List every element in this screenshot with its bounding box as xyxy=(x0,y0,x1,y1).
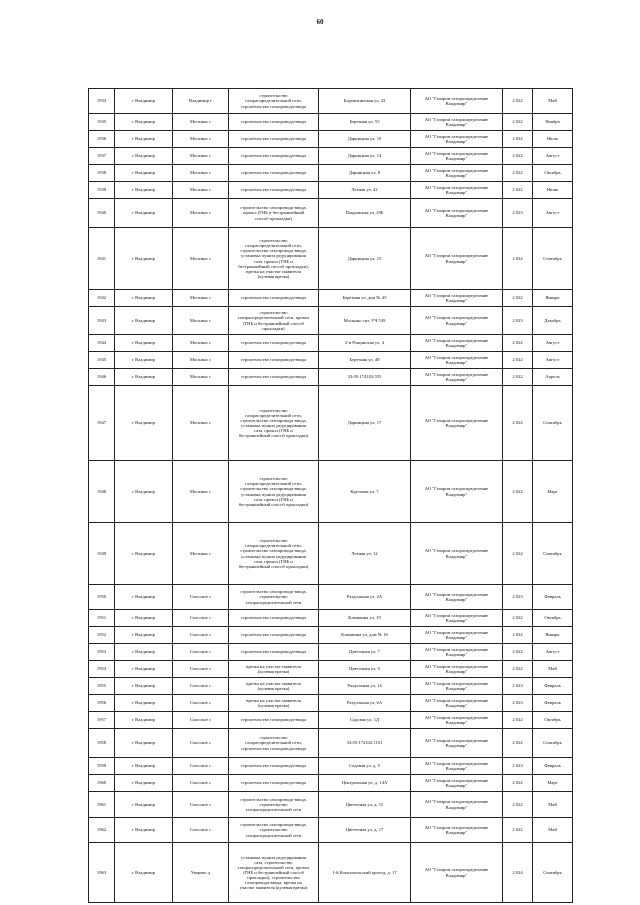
month-cell: Февраль xyxy=(533,695,573,712)
settlement-cell: Спасское с xyxy=(173,627,229,644)
row-number-cell: 1952 xyxy=(89,627,115,644)
city-cell: г Владимир xyxy=(115,678,173,695)
table-row xyxy=(89,775,573,792)
city-cell: г Владимир xyxy=(115,729,173,758)
work-type-cell: строительство газопровода-ввода xyxy=(229,775,319,792)
year-cell: 2 022 xyxy=(503,165,533,182)
year-cell: 2 024 xyxy=(503,523,533,585)
address-cell: 2-я Рощинская ул, 4 xyxy=(319,335,411,352)
work-type-cell: строительство газопровода-ввода xyxy=(229,290,319,307)
address-cell: Раздольная ул, 6А xyxy=(319,695,411,712)
year-cell: 2 024 xyxy=(503,843,533,903)
organization-cell: АО "Газпром газораспределение Владимир" xyxy=(411,758,503,775)
settlement-cell: Москино с xyxy=(173,523,229,585)
settlement-cell: Москино с xyxy=(173,386,229,461)
organization-cell: АО "Газпром газораспределение Владимир" xyxy=(411,369,503,386)
settlement-cell: Спасское с xyxy=(173,818,229,843)
table-row xyxy=(89,182,573,199)
address-cell: Летняя ул, 42 xyxy=(319,182,411,199)
city-cell: г Владимир xyxy=(115,695,173,712)
address-cell: Центральная ул, д. 14А xyxy=(319,775,411,792)
organization-cell: АО "Газпром газораспределение Владимир" xyxy=(411,729,503,758)
organization-cell: АО "Газпром газораспределение Владимир" xyxy=(411,228,503,290)
row-number-cell: 1959 xyxy=(89,758,115,775)
table-row xyxy=(89,307,573,335)
table-row xyxy=(89,523,573,585)
row-number-cell: 1954 xyxy=(89,661,115,678)
month-cell: Май xyxy=(533,661,573,678)
address-cell: Березняя ул, 55 xyxy=(319,114,411,131)
address-cell: Клюквина ул, дом № 16 xyxy=(319,627,411,644)
city-cell: г Владимир xyxy=(115,307,173,335)
month-cell: Февраль xyxy=(533,585,573,610)
organization-cell: АО "Газпром газораспределение Владимир" xyxy=(411,627,503,644)
organization-cell: АО "Газпром газораспределение Владимир" xyxy=(411,775,503,792)
month-cell: Май xyxy=(533,89,573,114)
table-row xyxy=(89,290,573,307)
city-cell: г Владимир xyxy=(115,610,173,627)
address-cell: Раздольная ул, 14 xyxy=(319,678,411,695)
month-cell: Август xyxy=(533,199,573,228)
city-cell: г Владимир xyxy=(115,792,173,818)
row-number-cell: 1943 xyxy=(89,307,115,335)
month-cell: Март xyxy=(533,775,573,792)
year-cell: 2 023 xyxy=(503,695,533,712)
address-cell: Боровитинская ул, 32 xyxy=(319,89,411,114)
work-type-cell: строительство газораспределительной сети, прокол (ГНБ и бестраншейный способ прокладки) xyxy=(229,307,319,335)
settlement-cell: Москино с xyxy=(173,199,229,228)
organization-cell: АО "Газпром газораспределение Владимир" xyxy=(411,792,503,818)
table-row xyxy=(89,678,573,695)
table-row xyxy=(89,585,573,610)
row-number-cell: 1958 xyxy=(89,729,115,758)
settlement-cell: Москино с xyxy=(173,148,229,165)
year-cell: 2 022 xyxy=(503,818,533,843)
month-cell: Январь xyxy=(533,290,573,307)
month-cell: Февраль xyxy=(533,758,573,775)
address-cell: Клюквина ул, 19 xyxy=(319,610,411,627)
work-type-cell: строительство газораспределительной сети, строительство газопровода-ввода, установка пункта редуцирования газа, прокол (ГНБ и бестраншейный способ прокладки), врезка на участке заявителя (кулевая врезка) xyxy=(229,228,319,290)
month-cell: Январь xyxy=(533,627,573,644)
table-row xyxy=(89,148,573,165)
row-number-cell: 1942 xyxy=(89,290,115,307)
row-number-cell: 1947 xyxy=(89,386,115,461)
table-row xyxy=(89,627,573,644)
settlement-cell: Уварово д xyxy=(173,843,229,903)
year-cell: 2 022 xyxy=(503,114,533,131)
address-cell: Раздольная ул, 4А xyxy=(319,585,411,610)
settlement-cell: Москино с xyxy=(173,307,229,335)
address-cell: Дарницкая ул, 10 xyxy=(319,131,411,148)
year-cell: 2 023 xyxy=(503,199,533,228)
row-number-cell: 1962 xyxy=(89,818,115,843)
month-cell: Июль xyxy=(533,131,573,148)
month-cell: Март xyxy=(533,461,573,523)
city-cell: г Владимир xyxy=(115,843,173,903)
city-cell: г Владимир xyxy=(115,461,173,523)
work-type-cell: врезка на участке заявителя (кулевая врезка) xyxy=(229,661,319,678)
row-number-cell: 1944 xyxy=(89,335,115,352)
city-cell: г Владимир xyxy=(115,335,173,352)
year-cell: 2 023 xyxy=(503,678,533,695)
address-cell: Цветочная ул, 9 xyxy=(319,661,411,678)
city-cell: г Владимир xyxy=(115,644,173,661)
month-cell: Август xyxy=(533,644,573,661)
work-type-cell: врезка на участке заявителя (кулевая врезка) xyxy=(229,695,319,712)
organization-cell: АО "Газпром газораспределение Владимир" xyxy=(411,585,503,610)
work-type-cell: строительство газораспределительной сети, строительство газопровода-ввода, установка пункта редуцирования газа, прокол (ГНБ и бестраншейный способ прокладки) xyxy=(229,386,319,461)
organization-cell: АО "Газпром газораспределение Владимир" xyxy=(411,182,503,199)
organization-cell: АО "Газпром газораспределение Владимир" xyxy=(411,335,503,352)
city-cell: г Владимир xyxy=(115,290,173,307)
organization-cell: АО "Газпром газораспределение Владимир" xyxy=(411,661,503,678)
work-type-cell: строительство газопровода-ввода xyxy=(229,644,319,661)
city-cell: г Владимир xyxy=(115,165,173,182)
organization-cell: АО "Газпром газораспределение Владимир" xyxy=(411,307,503,335)
table-row xyxy=(89,165,573,182)
work-type-cell: строительство газопровода-ввода xyxy=(229,114,319,131)
year-cell: 2 022 xyxy=(503,182,533,199)
work-type-cell: строительство газопровода-ввода xyxy=(229,182,319,199)
table-row xyxy=(89,843,573,903)
settlement-cell: Спасское с xyxy=(173,661,229,678)
city-cell: г Владимир xyxy=(115,131,173,148)
year-cell: 2 022 xyxy=(503,661,533,678)
organization-cell: АО "Газпром газораспределение Владимир" xyxy=(411,131,503,148)
address-cell: Цветочная ул, 7 xyxy=(319,644,411,661)
table-row xyxy=(89,644,573,661)
month-cell: Ноябрь xyxy=(533,114,573,131)
address-cell: Березняя ул, 48 xyxy=(319,352,411,369)
table-body xyxy=(89,89,573,903)
address-cell: Дарницкая ул, 14 xyxy=(319,148,411,165)
table-row xyxy=(89,386,573,461)
work-type-cell: строительство газораспределительной сети, строительство газопровода-ввода, установка пункта редуцирования газа, прокол (ГНБ и бестраншейный способ прокладки) xyxy=(229,523,319,585)
settlement-cell: Спасское с xyxy=(173,610,229,627)
table-row xyxy=(89,131,573,148)
month-cell: Октябрь xyxy=(533,610,573,627)
row-number-cell: 1938 xyxy=(89,165,115,182)
address-cell: 33:05:174102:555 xyxy=(319,369,411,386)
row-number-cell: 1955 xyxy=(89,678,115,695)
month-cell: Сентябрь xyxy=(533,386,573,461)
work-type-cell: строительство газопровода-ввода xyxy=(229,627,319,644)
organization-cell: АО "Газпром газораспределение Владимир" xyxy=(411,644,503,661)
month-cell: Август xyxy=(533,148,573,165)
row-number-cell: 1961 xyxy=(89,792,115,818)
work-type-cell: строительство газопровода-ввода xyxy=(229,131,319,148)
year-cell: 2 022 xyxy=(503,131,533,148)
table-row xyxy=(89,199,573,228)
city-cell: г Владимир xyxy=(115,818,173,843)
address-cell: Цветочная ул, д. 17 xyxy=(319,818,411,843)
city-cell: г Владимир xyxy=(115,712,173,729)
work-type-cell: строительство газопровода-ввода, строительство газораспределительной сети xyxy=(229,792,319,818)
table-row xyxy=(89,114,573,131)
row-number-cell: 1949 xyxy=(89,523,115,585)
table-row xyxy=(89,228,573,290)
table-row xyxy=(89,818,573,843)
city-cell: г Владимир xyxy=(115,758,173,775)
work-type-cell: строительство газораспределительной сети, строительство газопровода-ввода xyxy=(229,729,319,758)
row-number-cell: 1957 xyxy=(89,712,115,729)
year-cell: 2 022 xyxy=(503,644,533,661)
address-cell: Дарницкая ул, 17 xyxy=(319,386,411,461)
organization-cell: АО "Газпром газораспределение Владимир" xyxy=(411,199,503,228)
settlement-cell: Москино с xyxy=(173,290,229,307)
address-cell: 33:05:174102:1101 xyxy=(319,729,411,758)
organization-cell: АО "Газпром газораспределение Владимир" xyxy=(411,523,503,585)
settlement-cell: Спасское с xyxy=(173,678,229,695)
table-row xyxy=(89,758,573,775)
city-cell: г Владимир xyxy=(115,585,173,610)
page-number: 60 xyxy=(316,18,324,26)
address-cell: Москино снт, УЧ 539 xyxy=(319,307,411,335)
city-cell: г Владимир xyxy=(115,386,173,461)
city-cell: г Владимир xyxy=(115,89,173,114)
work-type-cell: строительство газопровода-ввода xyxy=(229,610,319,627)
row-number-cell: 1948 xyxy=(89,461,115,523)
work-type-cell: строительство газопровода-ввода xyxy=(229,758,319,775)
address-cell: Дарницкая ул, 8 xyxy=(319,165,411,182)
year-cell: 2 022 xyxy=(503,610,533,627)
row-number-cell: 1934 xyxy=(89,89,115,114)
city-cell: г Владимир xyxy=(115,369,173,386)
year-cell: 2 023 xyxy=(503,758,533,775)
settlement-cell: Москино с xyxy=(173,352,229,369)
year-cell: 2 022 xyxy=(503,369,533,386)
work-type-cell: строительство газопровода-ввода, строительство газораспределительной сети xyxy=(229,585,319,610)
year-cell: 2 024 xyxy=(503,386,533,461)
row-number-cell: 1963 xyxy=(89,843,115,903)
year-cell: 2 022 xyxy=(503,461,533,523)
address-cell: 1-й Комсомольский проезд, д. 17 xyxy=(319,843,411,903)
work-type-cell: строительство газопровода-ввода xyxy=(229,352,319,369)
settlement-cell: Москино с xyxy=(173,114,229,131)
month-cell: Октябрь xyxy=(533,712,573,729)
row-number-cell: 1946 xyxy=(89,369,115,386)
organization-cell: АО "Газпром газораспределение Владимир" xyxy=(411,352,503,369)
work-type-cell: строительство газопровода-ввода, строительство газораспределительной сети xyxy=(229,818,319,843)
city-cell: г Владимир xyxy=(115,627,173,644)
organization-cell: АО "Газпром газораспределение Владимир" xyxy=(411,148,503,165)
table-row xyxy=(89,712,573,729)
work-type-cell: строительство газораспределительной сети, строительство газопровода-ввода, установка пункта редуцирования газа, прокол (ГНБ и бестраншейный способ прокладки) xyxy=(229,461,319,523)
month-cell: Сентябрь xyxy=(533,843,573,903)
work-type-cell: строительство газопровода-ввода, прокол (ГНБ и бестраншейный способ прокладки) xyxy=(229,199,319,228)
month-cell: Апрель xyxy=(533,369,573,386)
year-cell: 2 022 xyxy=(503,627,533,644)
settlement-cell: Москино с xyxy=(173,228,229,290)
year-cell: 2 022 xyxy=(503,290,533,307)
year-cell: 2 022 xyxy=(503,712,533,729)
row-number-cell: 1960 xyxy=(89,775,115,792)
city-cell: г Владимир xyxy=(115,523,173,585)
row-number-cell: 1953 xyxy=(89,644,115,661)
year-cell: 2 024 xyxy=(503,228,533,290)
address-cell: Крутовая ул, 7 xyxy=(319,461,411,523)
organization-cell: АО "Газпром газораспределение Владимир" xyxy=(411,461,503,523)
work-type-cell: строительство газопровода-ввода xyxy=(229,148,319,165)
work-type-cell: строительство газопровода-ввода xyxy=(229,165,319,182)
organization-cell: АО "Газпром газораспределение Владимир" xyxy=(411,695,503,712)
month-cell: Февраль xyxy=(533,678,573,695)
year-cell: 2 022 xyxy=(503,792,533,818)
city-cell: г Владимир xyxy=(115,228,173,290)
year-cell: 2 023 xyxy=(503,307,533,335)
address-cell: Садовая ул, д. 5 xyxy=(319,758,411,775)
organization-cell: АО "Газпром газораспределение Владимир" xyxy=(411,610,503,627)
work-type-cell: строительство газопровода-ввода xyxy=(229,369,319,386)
row-number-cell: 1939 xyxy=(89,182,115,199)
organization-cell: АО "Газпром газораспределение Владимир" xyxy=(411,843,503,903)
year-cell: 2 022 xyxy=(503,335,533,352)
year-cell: 2 022 xyxy=(503,352,533,369)
row-number-cell: 1941 xyxy=(89,228,115,290)
address-cell: Садовая ул, 1Д xyxy=(319,712,411,729)
address-cell: Дарницкая ул, 15 xyxy=(319,228,411,290)
city-cell: г Владимир xyxy=(115,148,173,165)
settlement-cell: Москино с xyxy=(173,131,229,148)
table-row xyxy=(89,661,573,678)
organization-cell: АО "Газпром газораспределение Владимир" xyxy=(411,386,503,461)
address-cell: Летняя ул, 12 xyxy=(319,523,411,585)
year-cell: 2 022 xyxy=(503,775,533,792)
settlement-cell: Спасское с xyxy=(173,695,229,712)
settlement-cell: Спасское с xyxy=(173,758,229,775)
row-number-cell: 1951 xyxy=(89,610,115,627)
month-cell: Май xyxy=(533,792,573,818)
year-cell: 2 022 xyxy=(503,89,533,114)
year-cell: 2 022 xyxy=(503,729,533,758)
settlement-cell: Спасское с xyxy=(173,792,229,818)
work-type-cell: установка пункта редуцирования газа, строительство газораспределительной сети, прокол (ГНБ и бестраншейный способ прокладки), строительство газопровода-ввода, врезка на участке заявителя (кулевая врезка) xyxy=(229,843,319,903)
month-cell: Август xyxy=(533,335,573,352)
table-row xyxy=(89,461,573,523)
row-number-cell: 1940 xyxy=(89,199,115,228)
organization-cell: АО "Газпром газораспределение Владимир" xyxy=(411,818,503,843)
settlement-cell: Спасское с xyxy=(173,585,229,610)
month-cell: Сентябрь xyxy=(533,228,573,290)
month-cell: Сентябрь xyxy=(533,523,573,585)
organization-cell: АО "Газпром газораспределение Владимир" xyxy=(411,89,503,114)
address-cell: Покровская ул, 29Б xyxy=(319,199,411,228)
table-row xyxy=(89,335,573,352)
table-row xyxy=(89,729,573,758)
table-row xyxy=(89,610,573,627)
organization-cell: АО "Газпром газораспределение Владимир" xyxy=(411,114,503,131)
settlement-cell: Москино с xyxy=(173,335,229,352)
city-cell: г Владимир xyxy=(115,182,173,199)
settlement-cell: Москино с xyxy=(173,461,229,523)
city-cell: г Владимир xyxy=(115,661,173,678)
work-type-cell: врезка на участке заявителя (кулевая врезка) xyxy=(229,678,319,695)
table-row xyxy=(89,695,573,712)
work-type-cell: строительство газораспределительной сети, строительство газопровода-ввода xyxy=(229,89,319,114)
settlement-cell: Владимир г xyxy=(173,89,229,114)
row-number-cell: 1936 xyxy=(89,131,115,148)
month-cell: Сентябрь xyxy=(533,729,573,758)
city-cell: г Владимир xyxy=(115,114,173,131)
table-row xyxy=(89,792,573,818)
organization-cell: АО "Газпром газораспределение Владимир" xyxy=(411,165,503,182)
settlement-cell: Москино с xyxy=(173,182,229,199)
settlement-cell: Москино с xyxy=(173,369,229,386)
work-type-cell: строительство газопровода-ввода xyxy=(229,335,319,352)
table-row xyxy=(89,369,573,386)
city-cell: г Владимир xyxy=(115,775,173,792)
settlement-cell: Спасское с xyxy=(173,729,229,758)
month-cell: Август xyxy=(533,352,573,369)
settlement-cell: Москино с xyxy=(173,165,229,182)
year-cell: 2 022 xyxy=(503,148,533,165)
settlement-cell: Спасское с xyxy=(173,712,229,729)
row-number-cell: 1956 xyxy=(89,695,115,712)
settlement-cell: Спасское с xyxy=(173,775,229,792)
settlement-cell: Спасское с xyxy=(173,644,229,661)
organization-cell: АО "Газпром газораспределение Владимир" xyxy=(411,712,503,729)
address-cell: Берёзняя ул, дом № 45 xyxy=(319,290,411,307)
address-cell: Цветочная ул, д. 15 xyxy=(319,792,411,818)
gasification-registry-table xyxy=(88,88,573,903)
table-row xyxy=(89,89,573,114)
row-number-cell: 1935 xyxy=(89,114,115,131)
month-cell: Июнь xyxy=(533,182,573,199)
row-number-cell: 1937 xyxy=(89,148,115,165)
year-cell: 2 023 xyxy=(503,585,533,610)
city-cell: г Владимир xyxy=(115,199,173,228)
city-cell: г Владимир xyxy=(115,352,173,369)
work-type-cell: строительство газопровода-ввода xyxy=(229,712,319,729)
month-cell: Декабрь xyxy=(533,307,573,335)
organization-cell: АО "Газпром газораспределение Владимир" xyxy=(411,678,503,695)
month-cell: Октябрь xyxy=(533,165,573,182)
table-row xyxy=(89,352,573,369)
month-cell: Май xyxy=(533,818,573,843)
organization-cell: АО "Газпром газораспределение Владимир" xyxy=(411,290,503,307)
row-number-cell: 1945 xyxy=(89,352,115,369)
row-number-cell: 1950 xyxy=(89,585,115,610)
